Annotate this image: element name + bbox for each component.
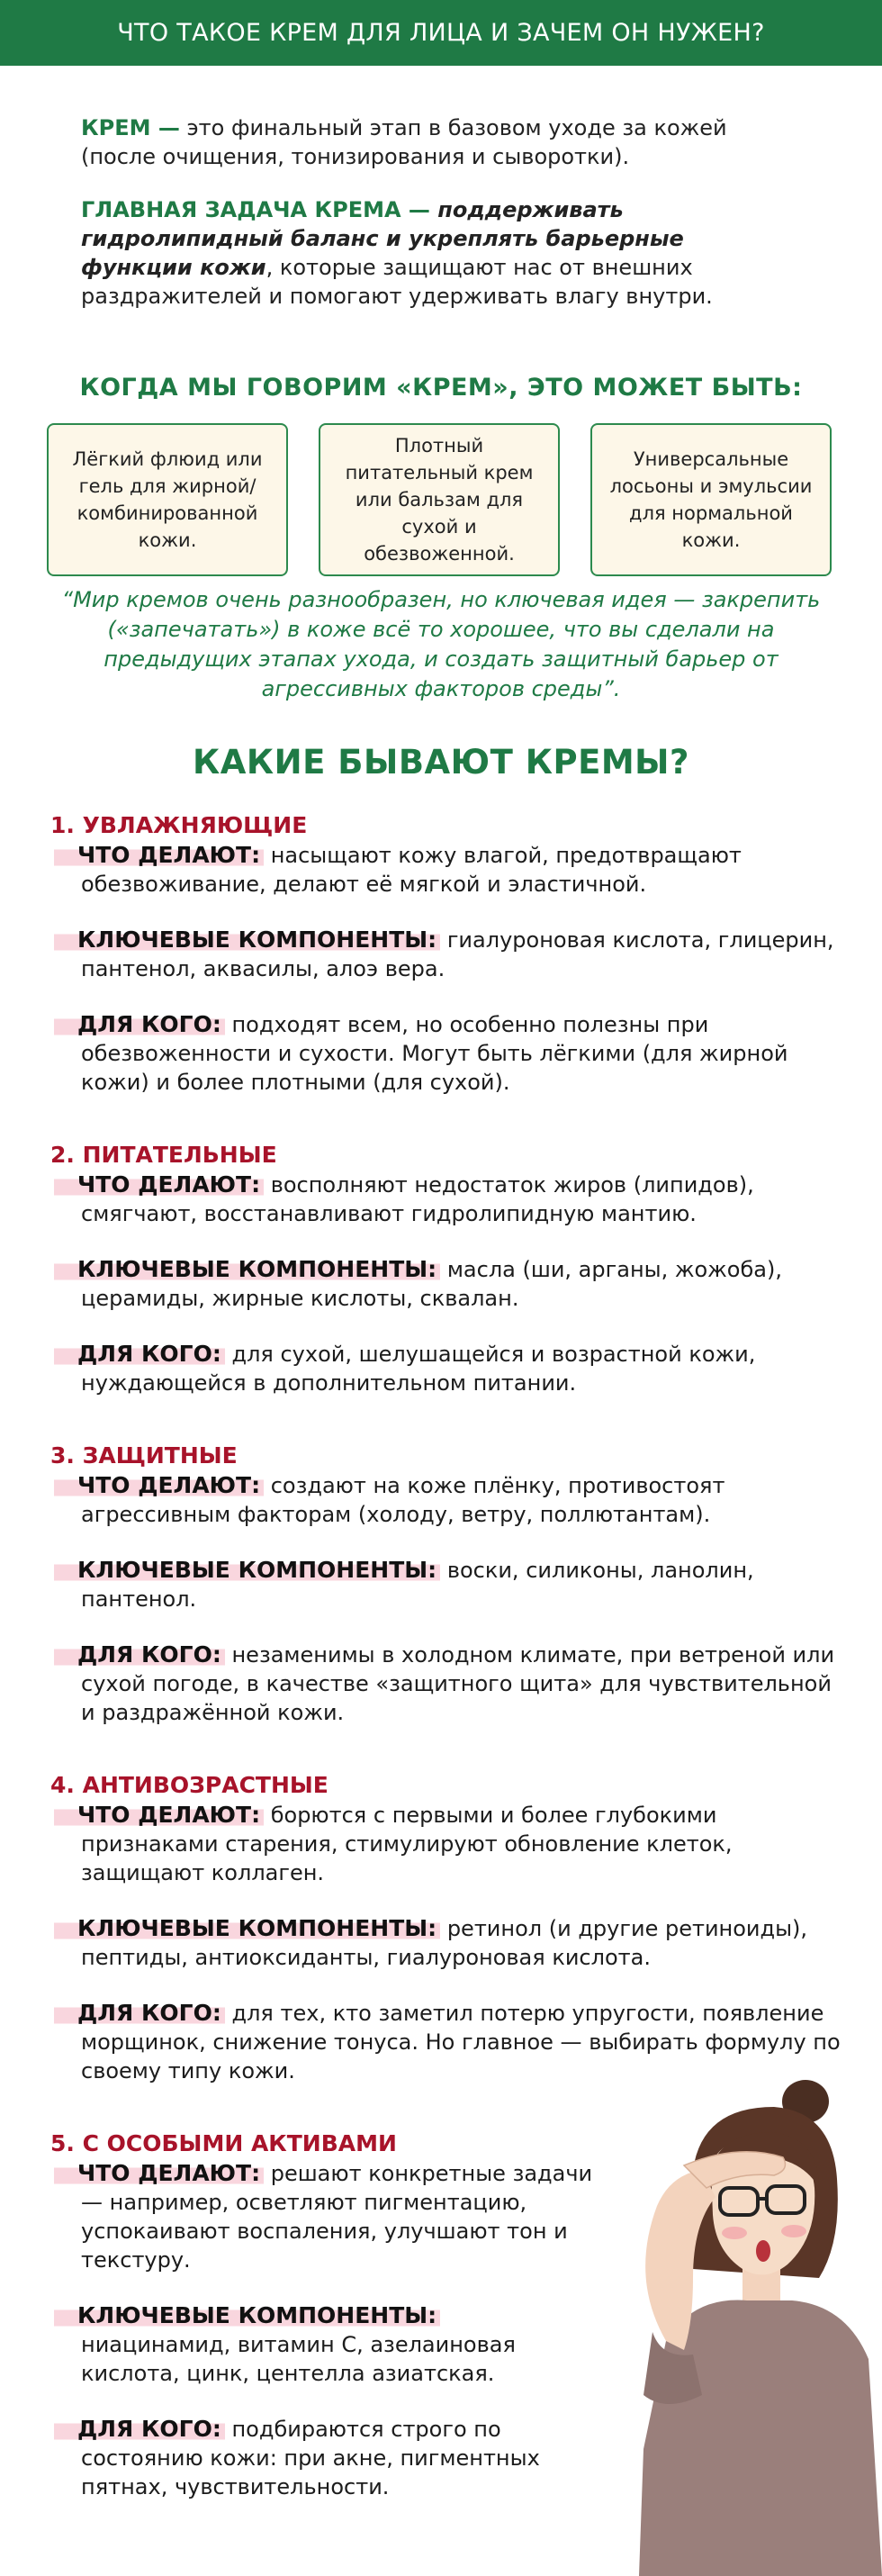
what-they-do-label: ЧТО ДЕЛАЮТ: — [54, 1802, 264, 1828]
key-idea-quote: “Мир кремов очень разнообразен, но ключевая идея — закрепить («запечатать») в коже всё то хорошее, что вы сделали на предыдущих этапах ухода, и создать защитный барьер от агрессивных факторов среды”. — [61, 587, 821, 701]
key-components-text: гиалуроновая кислота, глицерин, пантенол, аквасилы, алоэ вера. — [81, 927, 834, 981]
what-they-do-text: решают конкретные задачи — например, осветляют пигментацию, успокаивают воспаления, улучшают тон и текстуру. — [81, 2161, 593, 2273]
cream-forms-boxes — [47, 423, 832, 576]
cream-type-title: 5. С ОСОБЫМИ АКТИВАМИ — [50, 2130, 397, 2156]
for-whom-row — [77, 1641, 842, 1727]
cream-type-nourishing — [50, 1140, 842, 1397]
key-components-row — [77, 1914, 842, 1972]
what-they-do-row — [77, 841, 842, 899]
what-they-do-label: ЧТО ДЕЛАЮТ: — [54, 1171, 264, 1198]
intro-paragraph-definition — [81, 113, 801, 171]
page-title: ЧТО ТАКОЕ КРЕМ ДЛЯ ЛИЦА И ЗАЧЕМ ОН НУЖЕН? — [117, 19, 765, 47]
key-components-label: КЛЮЧЕВЫЕ КОМПОНЕНТЫ: — [54, 926, 440, 953]
for-whom-label: ДЛЯ КОГО: — [54, 2000, 225, 2026]
what-they-do-label: ЧТО ДЕЛАЮТ: — [54, 842, 264, 868]
what-they-do-text: создают на коже плёнку, противостоят агрессивным факторам (холоду, ветру, поллютантам). — [81, 1473, 725, 1527]
what-they-do-row — [77, 1170, 842, 1228]
what-they-do-label: ЧТО ДЕЛАЮТ: — [54, 2160, 264, 2186]
cream-type-title: 3. ЗАЩИТНЫЕ — [50, 1442, 238, 1469]
cream-form-box-lotion: Универсальные лосьоны и эмульсии для нормальной кожи. — [590, 423, 832, 576]
cream-type-title: 2. ПИТАТЕЛЬНЫЕ — [50, 1142, 277, 1168]
key-components-text: ниацинамид, витамин С, азелаиновая кислота, цинк, центелла азиатская. — [81, 2332, 516, 2386]
for-whom-text: для тех, кто заметил потерю упругости, появление морщинок, снижение тонуса. Но главное — выбирать формулу по своему типу кожи. — [81, 2001, 841, 2083]
for-whom-row — [77, 2415, 603, 2501]
main-task-emphasis: поддерживать гидролипидный баланс и укреплять барьерные функции кожи — [81, 197, 684, 280]
key-components-row — [77, 1255, 842, 1313]
cream-forms-heading: КОГДА МЫ ГОВОРИМ «КРЕМ», ЭТО МОЖЕТ БЫТЬ: — [79, 374, 803, 402]
what-they-do-row — [77, 1471, 842, 1529]
cream-type-title: 1. УВЛАЖНЯЮЩИЕ — [50, 812, 308, 838]
key-components-label: КЛЮЧЕВЫЕ КОМПОНЕНТЫ: — [54, 1256, 440, 1282]
cream-type-protective — [50, 1441, 842, 1727]
what-they-do-label: ЧТО ДЕЛАЮТ: — [54, 1472, 264, 1498]
cream-types-heading: КАКИЕ БЫВАЮТ КРЕМЫ? — [193, 743, 689, 782]
for-whom-label: ДЛЯ КОГО: — [54, 1011, 225, 1037]
term-cream: КРЕМ — — [81, 115, 180, 140]
for-whom-label: ДЛЯ КОГО: — [54, 1341, 225, 1367]
for-whom-row — [77, 1010, 842, 1097]
cream-form-box-fluid: Лёгкий флюид или гель для жирной/ комбинированной кожи. — [47, 423, 288, 576]
cream-type-moisturizing — [50, 810, 842, 1097]
key-components-label: КЛЮЧЕВЫЕ КОМПОНЕНТЫ: — [54, 1557, 440, 1583]
intro-paragraph-task — [81, 195, 801, 311]
cream-type-anti-age — [50, 1770, 842, 2085]
what-they-do-text: борются с первыми и более глубокими признаками старения, стимулируют обновление клеток, защищают коллаген. — [81, 1803, 733, 1885]
what-they-do-row — [77, 1801, 842, 1887]
for-whom-label: ДЛЯ КОГО: — [54, 1641, 225, 1668]
intro-section — [81, 113, 801, 335]
for-whom-text: подбираются строго по состоянию кожи: при акне, пигментных пятнах, чувствительности. — [81, 2417, 540, 2499]
woman-facepalm-illustration — [558, 2071, 882, 2576]
key-components-label: КЛЮЧЕВЫЕ КОМПОНЕНТЫ: — [54, 1915, 440, 1941]
key-components-label: КЛЮЧЕВЫЕ КОМПОНЕНТЫ: — [54, 2302, 440, 2328]
key-components-text: масла (ши, арганы, жожоба), церамиды, жирные кислоты, сквалан. — [81, 1257, 782, 1311]
what-they-do-text: восполняют недостаток жиров (липидов), смягчают, восстанавливают гидролипидную мантию. — [81, 1172, 754, 1226]
for-whom-text: незаменимы в холодном климате, при ветреной или сухой погоде, в качестве «защитного щита» для чувствительной и раздражённой кожи. — [81, 1642, 835, 1725]
for-whom-text: для сухой, шелушащейся и возрастной кожи, нуждающейся в дополнительном питании. — [81, 1342, 756, 1396]
for-whom-label: ДЛЯ КОГО: — [54, 2416, 225, 2442]
key-components-row — [77, 2301, 603, 2388]
what-they-do-text: насыщают кожу влагой, предотвращают обезвоживание, делают её мягкой и эластичной. — [81, 843, 742, 897]
what-they-do-row — [77, 2159, 603, 2274]
cream-type-title: 4. АНТИВОЗРАСТНЫЕ — [50, 1772, 328, 1798]
definition-text: это финальный этап в базовом уходе за кожей (после очищения, тонизирования и сыворотки). — [81, 115, 727, 169]
cream-form-box-rich: Плотный питательный крем или бальзам для сухой и обезвоженной. — [319, 423, 560, 576]
key-components-row — [77, 1556, 842, 1613]
key-components-text: воски, силиконы, ланолин, пантенол. — [81, 1558, 754, 1612]
main-task-text: , которые защищают нас от внешних раздражителей и помогают удерживать влагу внутри. — [81, 255, 713, 309]
key-components-text: ретинол (и другие ретиноиды), пептиды, антиоксиданты, гиалуроновая кислота. — [81, 1916, 808, 1970]
key-components-row — [77, 926, 842, 983]
for-whom-row — [77, 1340, 842, 1397]
page-header — [0, 0, 882, 66]
for-whom-text: подходят всем, но особенно полезны при обезвоженности и сухости. Могут быть лёгкими (для жирной кожи) и более плотными (для сухой). — [81, 1012, 788, 1095]
term-main-task: ГЛАВНАЯ ЗАДАЧА КРЕМА — — [81, 197, 430, 222]
